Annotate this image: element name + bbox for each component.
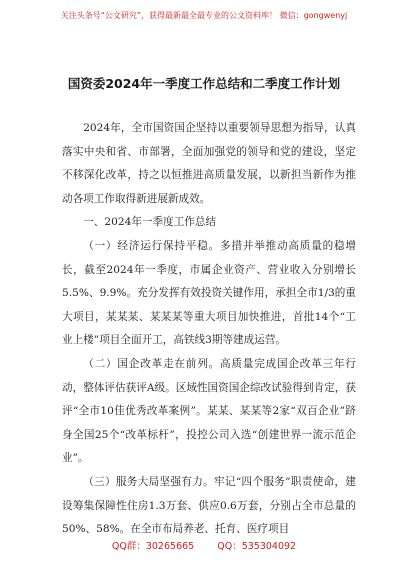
item-2-paragraph: （二）国企改革走在前列。高质量完成国企改革三年行动，整体评估获评A级。区域性国资国企综改试验得到肯定，获评“全市10佳优秀改革案例”。某某、某某等2家“双百企业”跻身全国25个“改革标杆”，投控公司入选“创建世界一流示范企业”。	[62, 357, 356, 465]
banner-text: 关注头条号“公文研究”，获得最新最全最专业的公文资料库！	[60, 11, 278, 20]
footer-qq: QQ：535304092	[217, 541, 297, 552]
banner-wechat: 微信：gongwenyj	[279, 11, 348, 20]
item-3-paragraph: （三）服务大局坚强有力。牢记“四个服务”职责使命，建设筹集保障性住房1.3万套、供应0.6万套，分别占全市总量的50%、58%。在全市布局养老、托育、医疗项目	[62, 475, 356, 536]
intro-paragraph: 2024年，全市国资国企坚持以重要领导思想为指导，认真落实中央和省、市部署，全面加强党的领导和党的建设，坚定不移深化改革，持之以恒推进高质量发展，以新担当新作为推动各项工作取得新进展新成效。	[62, 122, 356, 205]
footer-contact	[0, 538, 408, 552]
item-1-paragraph: （一）经济运行保持平稳。多措并举推动高质量的稳增长，截至2024年一季度，市属企业资产、营业收入分别增长5.5%、9.9%。充分发挥有效投资关键作用，承担全市1/3的重大项目，某某某、某某某等重大项目加快推进，首批14个“工业上楼”项目全面开工，高铁线3期等建成运营。	[62, 239, 356, 347]
section-heading: 一、2024年一季度工作总结	[83, 216, 217, 229]
document-title: 国资委2024年一季度工作总结和二季度工作计划	[67, 76, 341, 91]
document-body	[62, 117, 356, 542]
header-banner	[0, 10, 408, 21]
footer-qq-group: QQ群：30265665	[111, 541, 195, 552]
